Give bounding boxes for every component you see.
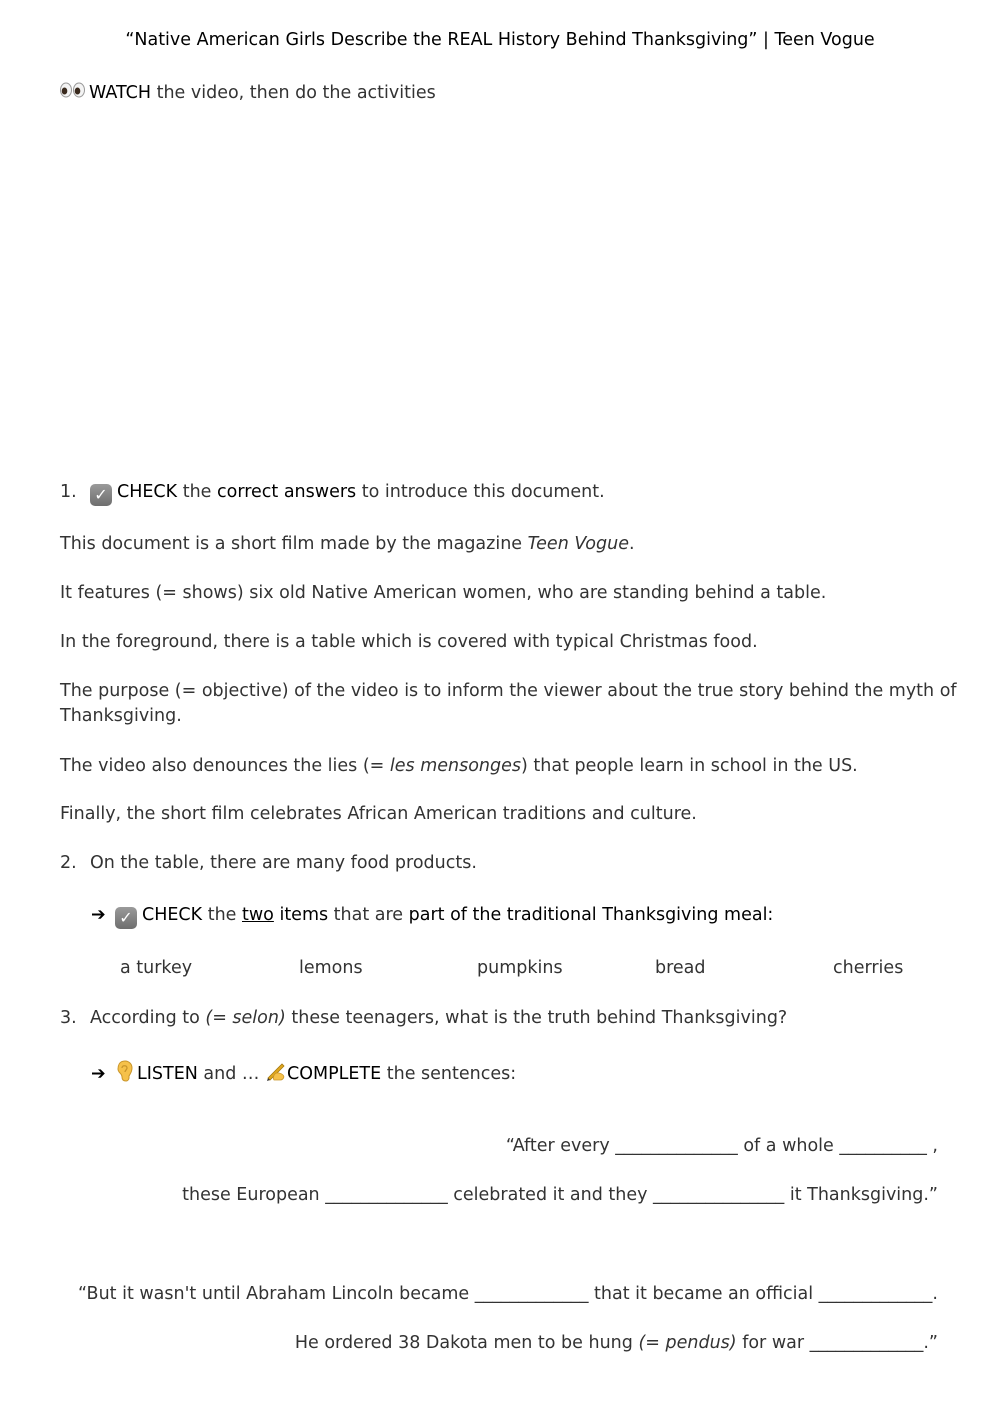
correct-answers-text: correct answers — [217, 482, 357, 502]
that-are-text: that are — [328, 905, 409, 925]
statement-3[interactable]: In the foreground, there is a table which is covered with typical Christmas food. — [60, 632, 758, 652]
option-lemons[interactable]: lemons — [299, 958, 363, 978]
statement-2[interactable]: It features (= shows) six old Native American women, who are standing behind a table. — [60, 583, 827, 603]
line-4-post: for war _____________.” — [736, 1333, 938, 1353]
listen-keyword: LISTEN — [137, 1064, 198, 1084]
statement-1-text: This document is a short film made by the magazine — [60, 534, 528, 554]
question-3 — [60, 1008, 787, 1030]
question-3-instruction — [91, 1060, 516, 1086]
statement-5-text: The video also denounces the lies (= — [60, 756, 390, 776]
gap-fill-line-3[interactable]: “But it wasn't until Abraham Lincoln became _____________ that it became an official _____________. — [78, 1284, 938, 1304]
arrow-right-icon: ➔ — [91, 1064, 106, 1084]
two-text: two — [242, 905, 274, 925]
gap-fill-line-2[interactable]: these European ______________ celebrated it and they _______________ it Thanksgiving.” — [182, 1185, 938, 1205]
question-2-instruction — [91, 905, 773, 929]
statement-4[interactable] — [60, 681, 957, 728]
question-3-number: 3. — [60, 1008, 77, 1028]
question-1 — [60, 482, 605, 506]
statement-5-italic: les mensonges — [389, 756, 522, 776]
complete-keyword: COMPLETE — [286, 1064, 382, 1084]
question-2-text: On the table, there are many food products. — [90, 853, 477, 873]
arrow-right-icon: ➔ — [91, 905, 106, 925]
check-keyword: CHECK — [142, 905, 203, 925]
q3-post: these teenagers, what is the truth behind Thanksgiving? — [285, 1008, 788, 1028]
writing-hand-icon — [265, 1060, 285, 1082]
option-bread[interactable]: bread — [655, 958, 706, 978]
gap-fill-line-4[interactable] — [295, 1333, 938, 1355]
option-cherries[interactable]: cherries — [833, 958, 904, 978]
video-player[interactable] — [60, 120, 940, 450]
intro-line — [60, 82, 436, 105]
watch-keyword: WATCH — [89, 83, 152, 103]
items-text: items — [273, 905, 329, 925]
sentences-text: the sentences: — [381, 1064, 517, 1084]
traditional-meal-text: part of the traditional Thanksgiving meal: — [408, 905, 774, 925]
statement-1-italic: Teen Vogue — [527, 534, 629, 554]
intro-text: the video, then do the activities — [151, 83, 436, 103]
page-title: “Native American Girls Describe the REAL History Behind Thanksgiving” | Teen Vogue — [125, 30, 875, 50]
statement-4-line-2: Thanksgiving. — [60, 705, 182, 726]
option-pumpkins[interactable]: pumpkins — [477, 958, 563, 978]
option-turkey[interactable]: a turkey — [120, 958, 193, 978]
line-4-pre: He ordered 38 Dakota men to be hung — [294, 1333, 639, 1353]
gap-fill-line-1[interactable]: “After every ______________ of a whole __________ , — [505, 1136, 938, 1156]
statement-1-end: . — [628, 534, 635, 554]
q3-italic: (= selon) — [205, 1008, 286, 1028]
statement-5-end: ) that people learn in school in the US. — [521, 756, 858, 776]
check-keyword: CHECK — [117, 482, 178, 502]
statement-6[interactable]: Finally, the short film celebrates African American traditions and culture. — [60, 804, 697, 824]
eyes-icon — [60, 82, 86, 98]
statement-1[interactable] — [60, 534, 635, 556]
statement-5[interactable] — [60, 756, 858, 778]
ear-icon — [115, 1060, 135, 1082]
question-2-number: 2. — [60, 853, 77, 873]
and-text: and … — [197, 1064, 265, 1084]
checkbox-icon: ✓ — [115, 907, 137, 929]
q1-the: the — [177, 482, 217, 502]
checkbox-icon: ✓ — [90, 484, 112, 506]
line-4-italic: (= pendus) — [638, 1333, 737, 1353]
question-1-number: 1. — [60, 482, 77, 502]
q1-rest: to introduce this document. — [356, 482, 605, 502]
q2-the: the — [202, 905, 242, 925]
q3-pre: According to — [90, 1008, 206, 1028]
statement-4-line-1: The purpose (= objective) of the video is to inform the viewer about the true story behind the myth of — [60, 681, 957, 701]
question-2 — [60, 853, 477, 875]
